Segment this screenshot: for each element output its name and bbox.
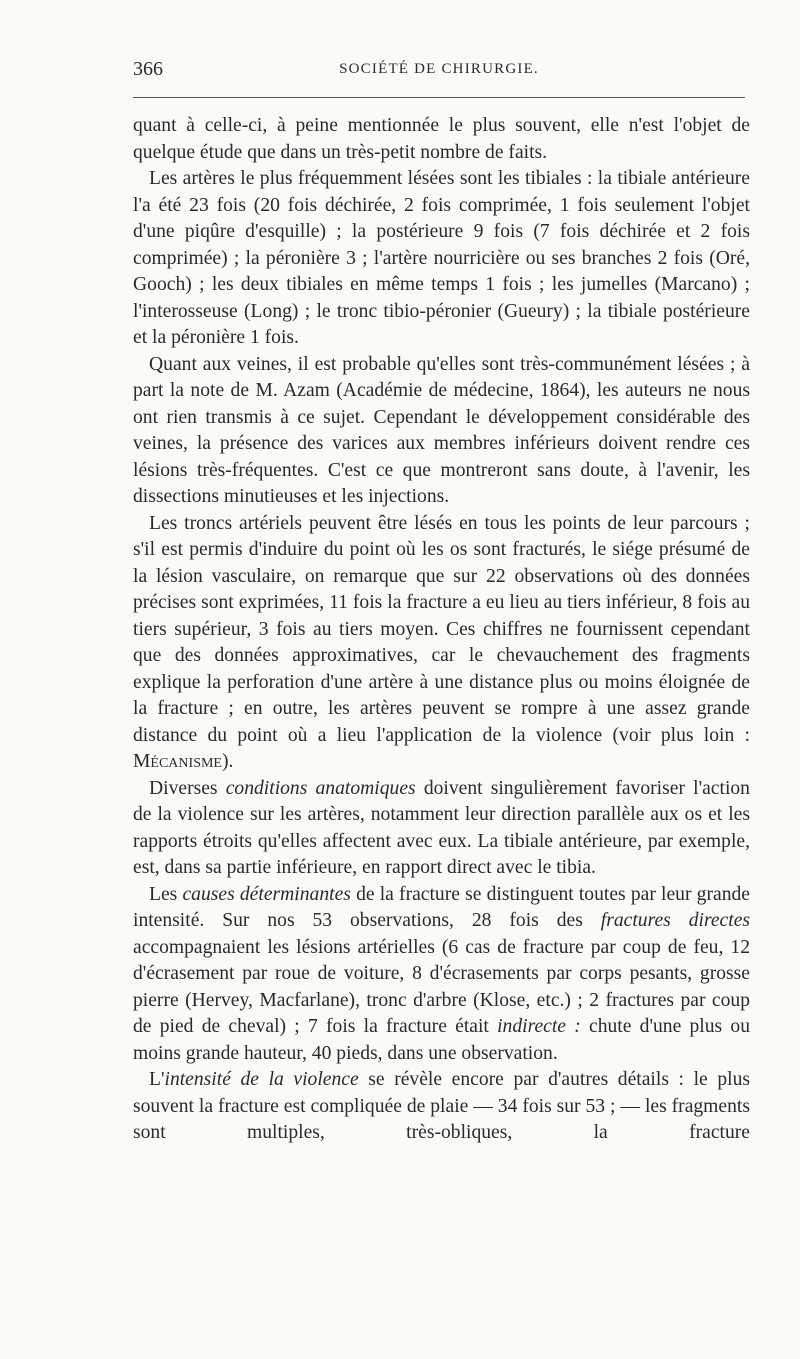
paragraph-2: Les artères le plus fréquemment lésées sont les tibiales : la tibiale antérieure l'a été 23 fois (20 fois déchirée, 2 fois comprimée, 1 fois seulement l'objet d'une piqûre d'esquille) ; la postérieure 9 fois (7 fois déchirée et 2 fois comprimée) ; la péronière 3 ; l'artère nourricière ou ses branches 2 fois (Oré, Gooch) ; les deux tibiales en même temps 1 fois ; les jumelles (Marcano) ; l'interosseuse (Long) ; le tronc tibio-péronier (Gueury) ; la tibiale postérieure et la péronière 1 fois. (133, 168, 750, 348)
page-number: 366 (133, 58, 163, 80)
mecanisme-ref: Mécanisme (133, 751, 222, 772)
paragraph-6-text: Les (149, 883, 183, 905)
paragraph-7-text: L' (149, 1069, 165, 1090)
body-text (133, 113, 750, 1147)
italic-term: conditions anatomiques (225, 777, 416, 799)
paragraph-6-text: de la fracture se distinguent toutes par leur grande intensité. Sur nos 53 observations, 28 fois des (133, 883, 750, 931)
italic-term: causes déterminantes (182, 883, 351, 905)
page-header (133, 58, 745, 88)
paragraph-7 (133, 1067, 750, 1147)
paragraph-1: quant à celle-ci, à peine mentionnée le plus souvent, elle n'est l'objet de quelque étude que dans un très-petit nombre de faits. (133, 115, 750, 163)
paragraph-5 (133, 776, 750, 882)
paragraph-4 (133, 511, 750, 776)
paragraph-5-text: Diverses (149, 777, 226, 799)
paragraph-5-rest: doivent singulièrement favoriser l'action de la violence sur les artères, notamment leur direction parallèle aux os et les rapports étroits qu'elles affectent avec eux. La tibiale antérieure, par exemple, est, dans sa partie inférieure, en rapport direct avec le tibia. (133, 777, 750, 878)
italic-term: fractures directes (600, 910, 751, 931)
header-rule (133, 97, 745, 98)
running-head: SOCIÉTÉ DE CHIRURGIE. (339, 61, 539, 77)
paragraph-4-end: ). (221, 751, 234, 772)
paragraph-3: Quant aux veines, il est probable qu'elles sont très-communément lésées ; à part la note de M. Azam (Académie de médecine, 1864), les auteurs ne nous ont rien transmis à ce sujet. Cependant le développement considérable des veines, la présence des varices aux membres inférieurs doivent rendre ces lésions très-fréquentes. C'est ce que montreront sans doute, à l'avenir, les dissections minutieuses et les injections. (133, 353, 750, 507)
paragraph-6 (133, 882, 750, 1068)
paragraph-6-text: accompagnaient les lésions artérielles (6 cas de fracture par coup de feu, 12 d'écrasement par roue de voiture, 8 d'écrasements par corps pesants, grosse pierre (Hervey, Macfarlane), tronc d'arbre (Klose, etc.) ; 2 fractures par coup de pied de cheval) ; 7 fois la fracture était (133, 936, 750, 1037)
italic-term: intensité de la violence (164, 1069, 359, 1090)
paragraph-7-text: se révèle encore par d'autres détails : le plus souvent la fracture est compliquée de plaie — 34 fois sur 53 ; — les fragments sont multiples, très-obliques, la fracture (133, 1069, 750, 1143)
italic-term: indirecte : (497, 1016, 581, 1037)
paragraph-6-text: chute d'une plus ou moins grande hauteur, 40 pieds, dans une observation. (133, 1016, 750, 1064)
paragraph-4-text: Les troncs artériels peuvent être lésés en tous les points de leur parcours ; s'il est permis d'induire du point où les os sont fracturés, le siége présumé de la lésion vasculaire, on remarque que sur 22 observations où des données précises sont exprimées, 11 fois la fracture a eu lieu au tiers inférieur, 8 fois au tiers supérieur, 3 fois au tiers moyen. Ces chiffres ne fournissent cependant que des données approximatives, car le chevauchement des fragments explique la perforation d'une artère à une distance plus ou moins éloignée de la fracture ; en outre, les artères peuvent se rompre à une assez grande distance du point où a lieu l'application de la violence (voir plus loin : (133, 512, 750, 746)
